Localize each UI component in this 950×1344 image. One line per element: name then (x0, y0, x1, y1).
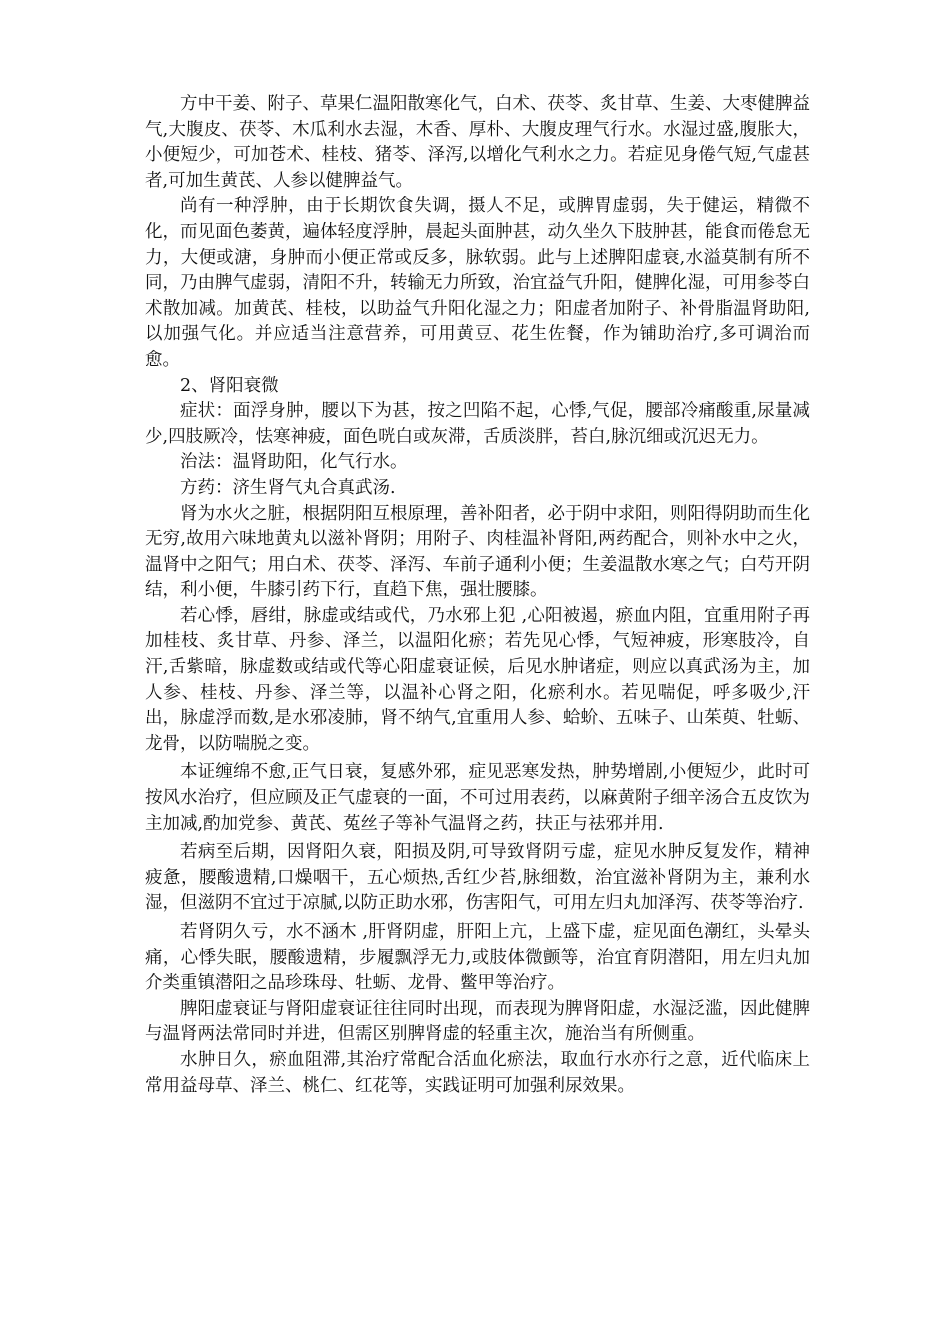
paragraph-kidney-theory: 肾为水火之脏，根据阴阳互根原理，善补阳者，必于阴中求阳，则阳得阴助而生化无穷,故用六味地黄丸以滋补肾阴；用附子、肉桂温补肾阳,两药配合，则补水中之火，温肾中之阳气；用白术、茯苓、泽泻、车前子通利小便；生姜温散水寒之气；白芍开阴结，利小便，牛膝引药下行，直趋下焦，强壮腰膝。 (145, 503, 810, 601)
paragraph-treatment-method: 治法：温肾助阳，化气行水。 (180, 452, 408, 473)
paragraph-formula-explanation: 方中干姜、附子、草果仁温阳散寒化气，白术、茯苓、炙甘草、生姜、大枣健脾益气,大腹皮、茯苓、木瓜利水去湿，木香、厚朴、大腹皮理气行水。水湿过盛,腹胀大，小便短少，可加苍术、桂枝、猪苓、泽泻,以增化气利水之力。若症见身倦气短,气虚甚者,可加生黄芪、人参以健脾益气。 (145, 94, 810, 191)
paragraph-prescription: 方药：济生肾气丸合真武汤. (180, 477, 396, 498)
paragraph-liver-kidney-yin: 若肾阴久亏，水不涵木 ,肝肾阴虚，肝阳上亢，上盛下虚，症见面色潮红，头晕头痛，心悸失眠，腰酸遗精，步履飘浮无力,或肢体微颤等，治宜育阴潜阳，用左归丸加介类重镇潜阳之品珍珠母、牡蛎、龙骨、鳖甲等治疗。 (145, 922, 810, 994)
paragraph-symptoms: 症状：面浮身肿，腰以下为甚，按之凹陷不起，心悸,气促，腰部冷痛酸重,尿量减少,四肢厥冷，怯寒神疲，面色咣白或灰滞，舌质淡胖，苔白,脉沉细或沉迟无力。 (145, 401, 810, 447)
paragraph-lingering-disease: 本证缠绵不愈,正气日衰，复感外邪，症见恶寒发热，肿势增剧,小便短少，此时可按风水治疗，但应顾及正气虚衰的一面，不可过用表药，以麻黄附子细辛汤合五皮饮为主加减,酌加党参、黄芪、菟丝子等补气温肾之药，扶正与祛邪并用. (145, 762, 810, 834)
paragraph-palpitation-variant: 若心悸，唇绀，脉虚或结或代，乃水邪上犯 ,心阳被遏，瘀血内阻，宜重用附子再加桂枝、炙甘草、丹参、泽兰，以温阳化瘀；若先见心悸，气短神疲，形寒肢冷，自汗,舌紫暗，脉虚数或结或代等心阳虚衰证候，后见水肿诸症，则应以真武汤为主，加人参、桂枝、丹参、泽兰等，以温补心肾之阳，化瘀利水。若见喘促，呼多吸少,汗出，脉虚浮而数,是水邪凌肺，肾不纳气,宜重用人参、蛤蚧、五味子、山茱萸、牡蛎、龙骨，以防喘脱之变。 (145, 605, 810, 754)
section-heading-kidney-yang: 2、肾阳衰微 (180, 375, 279, 396)
document-body (145, 92, 810, 1099)
paragraph-edema-spleen-qi: 尚有一种浮肿，由于长期饮食失调，摄人不足，或脾胃虚弱，失于健运，精微不化，而见面色萎黄，遍体轻度浮肿，晨起头面肿甚，动久坐久下肢肿甚，能食而倦怠无力，大便或溏，身肿而小便正常或反多，脉软弱。此与上述脾阳虚衰,水溢莫制有所不同，乃由脾气虚弱，清阳不升，转输无力所致，治宜益气升阳，健脾化湿，可用参苓白术散加减。加黄芪、桂枝，以助益气升阳化湿之力；阳虚者加附子、补骨脂温肾助阳,以加强气化。并应适当注意营养，可用黄豆、花生佐餐，作为铺助治疗,多可调治而愈。 (145, 196, 810, 370)
paragraph-late-stage: 若病至后期，因肾阳久衰，阳损及阴,可导致肾阴亏虚，症见水肿反复发作，精神疲惫，腰酸遗精,口燥咽干，五心烦热,舌红少苔,脉细数，治宜滋补肾阴为主，兼利水湿，但滋阴不宜过于凉腻,以防正助水邪，伤害阳气，可用左归丸加泽泻、茯苓等治疗. (145, 842, 810, 914)
paragraph-spleen-kidney-combined: 脾阳虚衰证与肾阳虚衰证往往同时出现，而表现为脾肾阳虚，水湿泛滥，因此健脾与温肾两法常同时并进，但需区别脾肾虚的轻重主次，施治当有所侧重。 (145, 998, 810, 1045)
paragraph-blood-stasis: 水肿日久，瘀血阻滞,其治疗常配合活血化瘀法，取血行水亦行之意，近代临床上常用益母草、泽兰、桃仁、红花等，实践证明可加强利尿效果。 (145, 1049, 810, 1096)
